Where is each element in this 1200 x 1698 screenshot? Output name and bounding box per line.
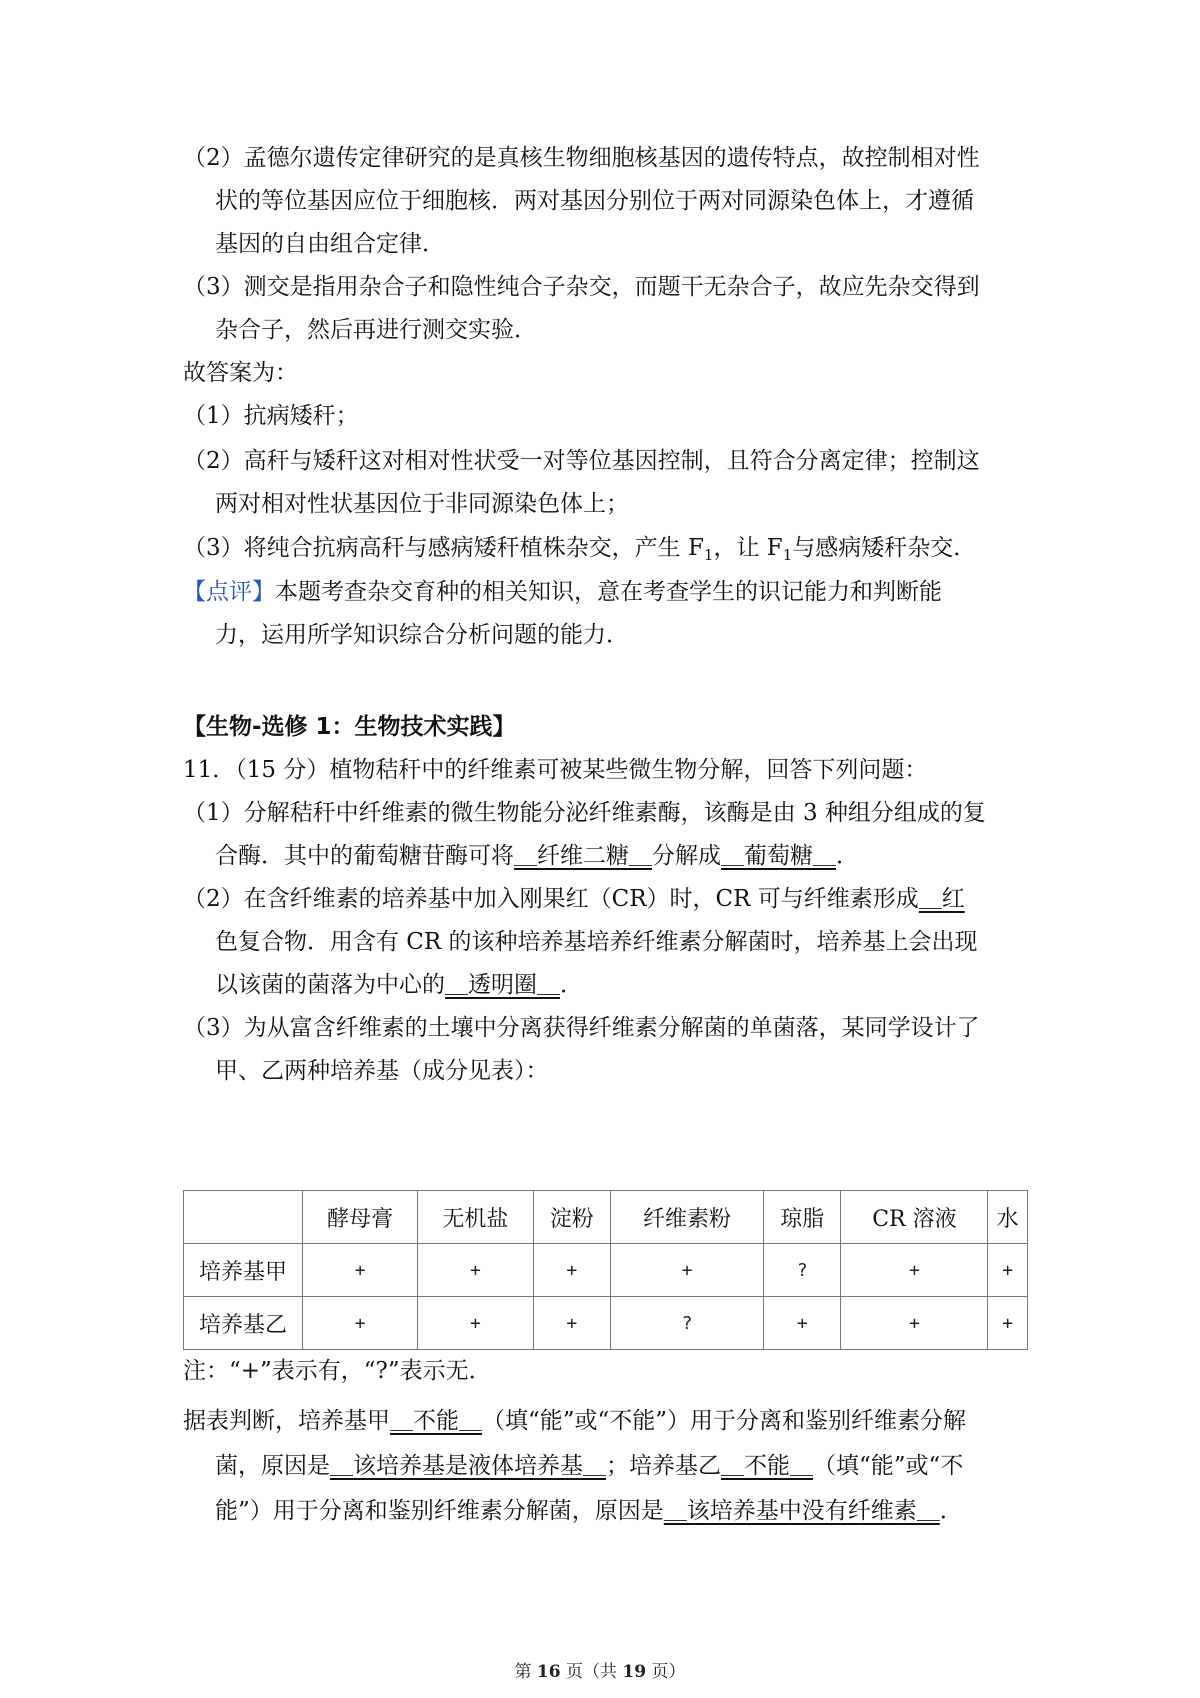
answer-3-subscript-2: 1 bbox=[782, 546, 793, 564]
q11-part3-line1: （3）为从富含纤维素的土壤中分离获得纤维素分解菌的单菌落，某同学设计了 bbox=[183, 1015, 980, 1041]
analysis-p3-line2: 杂合子，然后再进行测交实验． bbox=[215, 317, 537, 343]
table-cell: + bbox=[610, 1244, 763, 1297]
answer-blank-red: ＿红 bbox=[918, 886, 965, 912]
q11-part2-text-c: ． bbox=[560, 972, 583, 998]
table-header-cell: 无机盐 bbox=[418, 1191, 533, 1244]
footer-page-number: 16 bbox=[536, 1662, 561, 1682]
table-row-header: 培养基乙 bbox=[184, 1297, 303, 1350]
q11-part1-line2 bbox=[215, 841, 1060, 871]
table-row-header: 培养基甲 bbox=[184, 1244, 303, 1297]
judge-text-a: 据表判断，培养基甲 bbox=[183, 1408, 390, 1434]
judge-text-d: ；培养基乙 bbox=[606, 1453, 721, 1479]
table-cell: + bbox=[764, 1297, 841, 1350]
table-header-cell: 纤维素粉 bbox=[610, 1191, 763, 1244]
answer-blank-cannot-1: ＿不能＿ bbox=[390, 1408, 482, 1434]
judge-line2 bbox=[215, 1451, 1060, 1481]
section-heading: 【生物-选修 1：生物技术实践】 bbox=[183, 714, 516, 740]
q11-part1-text-c: ． bbox=[836, 843, 859, 869]
answer-2-line1: （2）高秆与矮秆这对相对性状受一对等位基因控制，且符合分离定律；控制这 bbox=[183, 448, 980, 474]
answer-intro: 故答案为： bbox=[183, 360, 298, 386]
q11-part1-text-b: 分解成 bbox=[652, 843, 721, 869]
table-note: 注：“+”表示有，“?”表示无． bbox=[183, 1358, 492, 1384]
judge-text-c: 菌，原因是 bbox=[215, 1453, 330, 1479]
answer-blank-clear-zone: ＿透明圈＿ bbox=[445, 972, 560, 998]
answer-blank-cellobiose: ＿纤维二糖＿ bbox=[514, 843, 652, 869]
table-cell: + bbox=[988, 1297, 1028, 1350]
table-cell: + bbox=[533, 1244, 610, 1297]
answer-1: （1）抗病矮秆； bbox=[183, 403, 359, 429]
answer-2-line2: 两对相对性状基因位于非同源染色体上； bbox=[215, 491, 629, 517]
answer-blank-liquid-medium: ＿该培养基是液体培养基＿ bbox=[330, 1453, 606, 1479]
q11-part2-line1 bbox=[183, 884, 1028, 914]
answer-3-part-c: 与感病矮秆杂交． bbox=[792, 535, 977, 561]
table-header-cell: 酵母膏 bbox=[303, 1191, 418, 1244]
table-cell: + bbox=[303, 1244, 418, 1297]
q11-part2-text-b: 以该菌的菌落为中心的 bbox=[215, 972, 445, 998]
table-header-cell: 水 bbox=[988, 1191, 1028, 1244]
answer-blank-glucose: ＿葡萄糖＿ bbox=[721, 843, 836, 869]
analysis-p2-line3: 基因的自由组合定律． bbox=[215, 231, 445, 257]
q11-part2-text-a: （2）在含纤维素的培养基中加入刚果红（CR）时，CR 可与纤维素形成 bbox=[183, 886, 919, 912]
analysis-p3-line1: （3）测交是指用杂合子和隐性纯合子杂交，而题干无杂合子，故应先杂交得到 bbox=[183, 274, 980, 300]
answer-3-part-b: ，让 F bbox=[713, 535, 783, 561]
comment-line1 bbox=[183, 577, 1028, 607]
judge-text-g: ． bbox=[939, 1498, 963, 1524]
table-header-row bbox=[184, 1191, 1028, 1244]
table-cell: + bbox=[418, 1297, 533, 1350]
table-row bbox=[184, 1297, 1028, 1350]
answer-3-part-a: （3）将纯合抗病高秆与感病矮秆植株杂交，产生 F bbox=[183, 535, 704, 561]
comment-tag: 【点评】 bbox=[183, 579, 275, 605]
table-cell: ? bbox=[610, 1297, 763, 1350]
analysis-p2-line2: 状的等位基因应位于细胞核．两对基因分别位于两对同源染色体上，才遵循 bbox=[215, 188, 974, 214]
footer-prefix: 第 bbox=[514, 1662, 532, 1682]
footer-mid: 页（共 bbox=[566, 1662, 617, 1682]
q11-part1-line1: （1）分解秸秆中纤维素的微生物能分泌纤维素酶，该酶是由 3 种组分组成的复 bbox=[183, 800, 986, 826]
q11-part3-line2: 甲、乙两种培养基（成分见表）： bbox=[215, 1058, 549, 1084]
table-header-cell bbox=[184, 1191, 303, 1244]
judge-text-f: 能”）用于分离和鉴别纤维素分解菌，原因是 bbox=[215, 1498, 664, 1524]
answer-blank-cannot-2: ＿不能＿ bbox=[721, 1453, 813, 1479]
table-row bbox=[184, 1244, 1028, 1297]
page-footer bbox=[0, 1657, 1200, 1682]
table-cell: ? bbox=[764, 1244, 841, 1297]
footer-suffix: 页） bbox=[651, 1662, 686, 1682]
judge-line1 bbox=[183, 1406, 1028, 1436]
table-cell: + bbox=[533, 1297, 610, 1350]
judge-text-b: （填“能”或“不能”）用于分离和鉴别纤维素分解 bbox=[482, 1408, 967, 1434]
table-header-cell: 琼脂 bbox=[764, 1191, 841, 1244]
q11-part2-line2: 色复合物．用含有 CR 的该种培养基培养纤维素分解菌时，培养基上会出现 bbox=[215, 929, 978, 955]
medium-composition-table bbox=[183, 1190, 1028, 1350]
footer-total-pages: 19 bbox=[622, 1662, 647, 1682]
comment-line2: 力，运用所学知识综合分析问题的能力． bbox=[215, 622, 629, 648]
table-cell: + bbox=[841, 1244, 988, 1297]
table-cell: + bbox=[418, 1244, 533, 1297]
table-cell: + bbox=[303, 1297, 418, 1350]
answer-3-subscript-1: 1 bbox=[703, 546, 714, 564]
table-cell: + bbox=[988, 1244, 1028, 1297]
answer-3 bbox=[183, 533, 1028, 570]
table-cell: + bbox=[841, 1297, 988, 1350]
table-header-cell: 淀粉 bbox=[533, 1191, 610, 1244]
table-header-cell: CR 溶液 bbox=[841, 1191, 988, 1244]
judge-line3 bbox=[215, 1496, 1060, 1526]
analysis-p2-line1: （2）孟德尔遗传定律研究的是真核生物细胞核基因的遗传特点，故控制相对性 bbox=[183, 145, 980, 171]
answer-blank-no-cellulose: ＿该培养基中没有纤维素＿ bbox=[663, 1498, 940, 1524]
comment-text: 本题考查杂交育种的相关知识，意在考查学生的识记能力和判断能 bbox=[275, 579, 942, 605]
judge-text-e: （填“能”或“不 bbox=[813, 1453, 964, 1479]
q11-part2-line3 bbox=[215, 970, 1060, 1000]
q11-part1-text-a: 合酶．其中的葡萄糖苷酶可将 bbox=[215, 843, 514, 869]
question-11-stem: 11．（15 分）植物秸秆中的纤维素可被某些微生物分解，回答下列问题： bbox=[183, 757, 928, 783]
